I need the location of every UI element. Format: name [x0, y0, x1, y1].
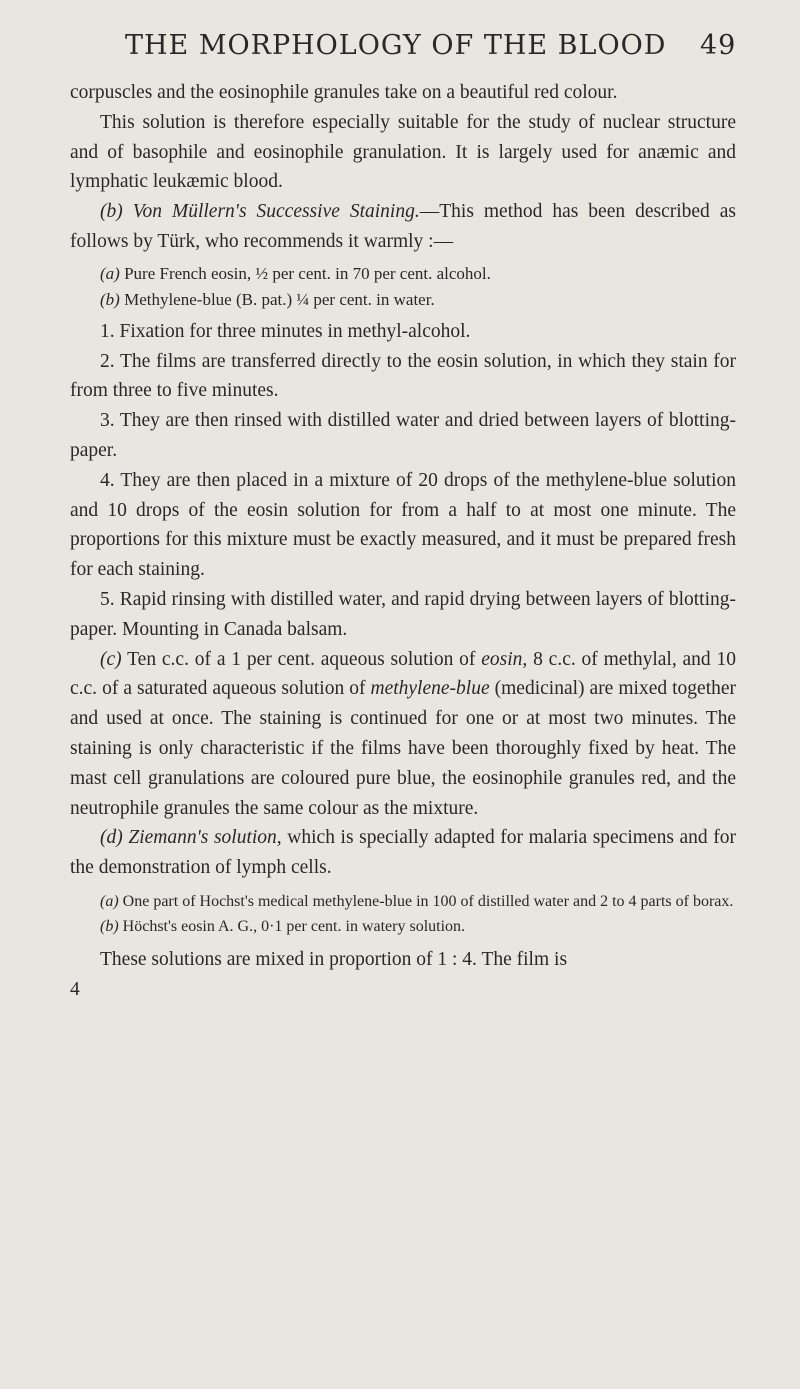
step-3: 3. They are then rinsed with distilled water and dried between layers of blotting-paper.: [70, 410, 736, 461]
section-c-text-3: (medicinal) are mixed together and used at once. The staining is continued for one or at most two minutes. The staining is only characteristic if the films have been thoroughly fixed by heat. The mast cell granulations are coloured pure blue, the eosinophile granules red, and the neutrophile granules the same colour as the mixture.: [70, 678, 737, 819]
final-paragraph: These solutions are mixed in proportion of 1 : 4. The film is: [100, 948, 568, 970]
paragraph-continued: corpuscles and the eosinophile granules take on a beautiful red colour.: [70, 82, 618, 103]
recipe-1-item-a: [70, 261, 736, 287]
recipe-2-item-b: [70, 914, 736, 939]
section-c-marker: (c): [100, 648, 122, 670]
section-c-text-2: 8 c.c. of methylal, and 10 c.c. of a saturated aqueous solution of: [70, 648, 736, 700]
recipe-2-item-a-text: One part of Hochst's medical methylene-blue in 100 of distilled water and 2 to 4 parts of borax.: [122, 892, 734, 910]
step-4: 4. They are then placed in a mixture of 20 drops of the methylene-blue solution and 10 drops of the eosin solution for from a half to at most one minute. The proportions for this mixture must be exactly measured, and it must be prepared fresh for each staining.: [70, 469, 736, 581]
section-b-text: —This method has been described as follows by Türk, who recommends it warmly :—: [70, 201, 737, 252]
recipe-1-item-b-text: Methylene-blue (B. pat.) ¼ per cent. in water.: [124, 289, 435, 309]
recipe-2-item-a-marker: (a): [100, 892, 119, 910]
running-title: THE MORPHOLOGY OF THE BLOOD: [125, 30, 667, 61]
recipe-1-item-b: [70, 287, 736, 313]
page-body: [70, 78, 736, 1005]
step-2: 2. The films are transferred directly to the eosin solution, in which they stain for from three to five minutes.: [70, 350, 736, 402]
recipe-2-item-b-text: Höchst's eosin A. G., 0·1 per cent. in watery solution.: [122, 917, 466, 935]
section-c-text-1: Ten c.c. of a 1 per cent. aqueous solution of: [127, 648, 476, 670]
signature-mark: 4: [70, 978, 80, 1000]
recipe-1-item-a-text: Pure French eosin, ½ per cent. in 70 per cent. alcohol.: [124, 263, 491, 283]
paragraph-solution-use: This solution is therefore especially suitable for the study of nuclear structure and of basophile and eosinophile granulation. It is largely used for anæmic and lymphatic leukæmic blood.: [70, 111, 736, 193]
recipe-2-item-a: [70, 889, 736, 914]
section-c-paragraph: [70, 645, 736, 824]
section-c-methylene: methylene-blue: [370, 678, 490, 700]
page-number: 49: [700, 30, 737, 61]
recipe-2-item-b-marker: (b): [100, 917, 119, 935]
recipe-list-2: [70, 889, 736, 939]
recipe-list-1: [70, 261, 736, 313]
section-b-heading: Von Müllern's Successive Staining.: [132, 201, 420, 223]
section-d-paragraph: [70, 823, 736, 883]
section-d-marker: (d): [100, 827, 123, 849]
section-b-paragraph: [70, 197, 736, 257]
recipe-1-item-a-marker: (a): [100, 263, 120, 283]
step-1: 1. Fixation for three minutes in methyl-alcohol.: [100, 320, 471, 342]
section-c-eosin: eosin,: [481, 648, 528, 670]
section-d-heading: Ziemann's solution,: [128, 827, 282, 849]
section-b-marker: (b): [100, 201, 123, 223]
step-5: 5. Rapid rinsing with distilled water, and rapid drying between layers of blotting-paper. Mounting in Canada balsam.: [70, 588, 736, 640]
recipe-1-item-b-marker: (b): [100, 289, 120, 309]
section-d-text: which is specially adapted for malaria specimens and for the demonstration of lymph cells.: [70, 827, 737, 879]
